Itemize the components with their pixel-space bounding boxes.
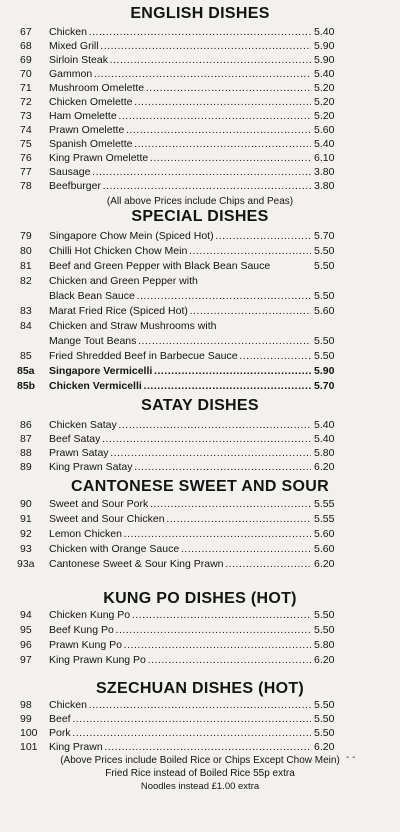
menu-item: 98 Chicken . . . 5.50 — [0, 698, 400, 712]
menu-item: 90 Sweet and Sour Pork . . . 5.55 — [0, 497, 400, 511]
menu-item: 67 Chicken . . . 5.40 — [0, 25, 400, 39]
menu-item: 78 Beefburger . . . 3.80 — [0, 179, 400, 193]
menu-item: 77 Sausage . . . 3.80 — [0, 165, 400, 179]
menu-item: 92 Lemon Chicken . . . 5.60 — [0, 527, 400, 541]
menu-item: 82 Chicken and Green Pepper with — [20, 275, 198, 287]
footer-noodles-note: Noodles instead £1.00 extra — [140, 781, 260, 792]
menu-item: 70 Gammon . . . 5.40 — [0, 67, 400, 81]
menu-item: 72 Chicken Omelette . . . 5.20 — [0, 95, 400, 109]
section-title-special: SPECIAL DISHES — [131, 208, 269, 225]
menu-item: 86 Chicken Satay . . . 5.40 — [0, 418, 400, 432]
menu-item: 88 Prawn Satay . . . 5.80 — [0, 446, 400, 460]
menu-item: 68 Mixed Grill . . . 5.90 — [0, 39, 400, 53]
menu-item-continued: Black Bean Sauce . . . 5.50 — [0, 289, 400, 303]
menu-item: 80 Chilli Hot Chicken Chow Mein . . . 5.50 — [0, 244, 400, 258]
menu-item: 91 Sweet and Sour Chicken . . . 5.55 — [0, 512, 400, 526]
scan-mark: - - — [346, 752, 356, 763]
menu-item: 71 Mushroom Omelette . . . 5.20 — [0, 81, 400, 95]
menu-item: 85a Singapore Vermicelli . . . 5.90 — [0, 364, 400, 378]
menu-item: 79 Singapore Chow Mein (Spiced Hot) . . . 5.70 — [0, 229, 400, 243]
menu-item: 99 Beef . . . 5.50 — [0, 712, 400, 726]
menu-item: 101 King Prawn . . . 6.20 — [0, 740, 400, 754]
menu-item: 94 Chicken Kung Po . . . 5.50 — [0, 608, 400, 622]
menu-item: 96 Prawn Kung Po . . . 5.80 — [0, 638, 400, 652]
menu-item: 81 Beef and Green Pepper with Black Bean Sauce 5.50 — [20, 260, 335, 272]
menu-item: 93 Chicken with Orange Sauce . . . 5.60 — [0, 542, 400, 556]
menu-item: 87 Beef Satay . . . 5.40 — [0, 432, 400, 446]
menu-item: 93a Cantonese Sweet & Sour King Prawn . . . 6.20 — [0, 557, 400, 571]
menu-item: 73 Ham Omelette . . . 5.20 — [0, 109, 400, 123]
footer-fried-rice-note: Fried Rice instead of Boiled Rice 55p extra — [105, 768, 295, 779]
menu-item: 85 Fried Shredded Beef in Barbecue Sauce . . . 5.50 — [0, 349, 400, 363]
section-title-kung-po: KUNG PO DISHES (HOT) — [103, 590, 297, 607]
section-note: (All above Prices include Chips and Peas) — [106, 196, 294, 207]
menu-item: 83 Marat Fried Rice (Spiced Hot) . . . 5.60 — [0, 304, 400, 318]
menu-item: 76 King Prawn Omelette . . . 6.10 — [0, 151, 400, 165]
menu-item: 100 Pork . . . 5.50 — [0, 726, 400, 740]
menu-item: 89 King Prawn Satay . . . 6.20 — [0, 460, 400, 474]
section-title-satay: SATAY DISHES — [141, 397, 259, 414]
section-title-szechuan: SZECHUAN DISHES (HOT) — [95, 680, 305, 697]
menu-item: 75 Spanish Omelette . . . 5.40 — [0, 137, 400, 151]
menu-item: 74 Prawn Omelette . . . 5.60 — [0, 123, 400, 137]
section-title-english: ENGLISH DISHES — [130, 5, 270, 22]
menu-item: 97 King Prawn Kung Po . . . 6.20 — [0, 653, 400, 667]
section-note: (Above Prices include Boiled Rice or Chips Except Chow Mein) — [60, 755, 340, 766]
section-title-cantonese: CANTONESE SWEET AND SOUR — [71, 478, 329, 495]
menu-item: 95 Beef Kung Po . . . 5.50 — [0, 623, 400, 637]
menu-item: 69 Sirloin Steak . . . 5.90 — [0, 53, 400, 67]
menu-item: 84 Chicken and Straw Mushrooms with — [20, 320, 217, 332]
menu-item: 85b Chicken Vermicelli . . . 5.70 — [0, 379, 400, 393]
menu-item-continued: Mange Tout Beans . . . 5.50 — [0, 334, 400, 348]
